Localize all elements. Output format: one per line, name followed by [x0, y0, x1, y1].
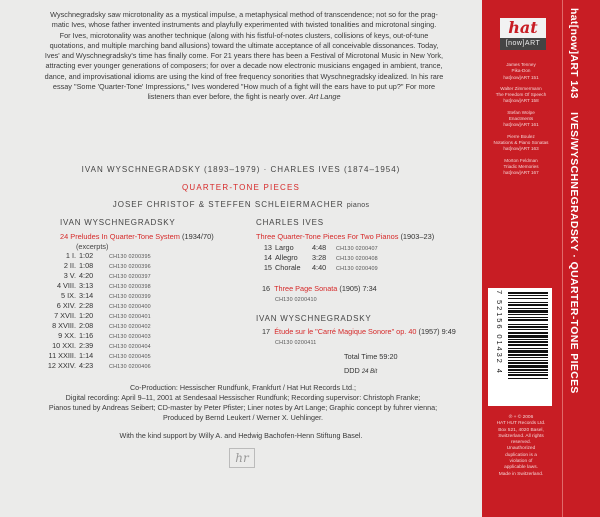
track-row — [39, 331, 151, 340]
essay-line: Wyschnegradsky saw microtonality as a mystical impulse, a metaphysical method of transcendence; not so for the prag- — [50, 10, 438, 19]
work-year: (1934/70) — [182, 232, 214, 241]
track-time: 9:49 — [441, 327, 456, 336]
total-label: Total Time — [344, 352, 378, 361]
barcode-bar — [508, 324, 548, 325]
composer-wyschnegradsky: IVAN WYSCHNEGRADSKY — [60, 218, 176, 227]
track-title: Étude sur le "Carré Magique Sonore" op. 40 — [274, 327, 417, 336]
track-row — [39, 301, 151, 310]
track-isrc: CH130 0200407 — [336, 246, 378, 252]
catalog-number: hat[now]ART 161 — [503, 122, 539, 128]
track-year: (1957) — [418, 327, 440, 336]
track-isrc-row — [275, 337, 316, 346]
total-time — [344, 352, 398, 361]
track-number: 15 — [263, 263, 272, 272]
barcode-bar — [508, 326, 548, 328]
track-row — [258, 243, 378, 252]
catalog-title: Triadic Memories — [503, 163, 539, 169]
track-row — [39, 311, 151, 320]
credit-line: Digital recording: April 9–11, 2001 at Sendesaal Hessischer Rundfunk; Recording supervisor: Christoph Franke; — [65, 393, 421, 402]
catalog-composer: Pierre Boulez — [507, 133, 535, 139]
legal-line: Switzerland. All rights reserved. — [498, 433, 544, 446]
track-title: Chorale — [275, 263, 301, 272]
track-time: 2:08 — [79, 321, 94, 330]
barcode-bar — [508, 329, 548, 330]
catalog-entry — [490, 158, 552, 177]
barcode-bar — [508, 372, 548, 373]
work-title: 24 Preludes In Quarter-Tone System — [60, 232, 180, 241]
essay-line: listeners than ever before, the fight is nearly over. — [147, 92, 307, 102]
barcode-bar — [508, 295, 548, 296]
track-number: 2 II. — [63, 261, 76, 270]
track-row-sonata — [262, 284, 377, 293]
track-isrc: CH130 0200399 — [109, 294, 151, 300]
legal-line: Unauthorized — [506, 446, 536, 452]
track-row-etude — [262, 327, 456, 336]
track-isrc: CH130 0200405 — [109, 354, 151, 360]
essay-line: Ives' and Wyschnegradsky's time has finally come. For 21 years there has been a Festival of Microtonal Music in New York, — [44, 51, 444, 61]
track-time: 4:23 — [79, 361, 94, 370]
catalog-title: Enactments — [508, 116, 534, 122]
barcode-bar — [508, 339, 548, 340]
barcode-number: 7 52156 01432 4 — [495, 290, 504, 375]
catalog-composer: Walter Zimmermann — [500, 85, 542, 91]
track-number: 5 IX. — [60, 291, 76, 300]
catalog-title: Pika-Don — [511, 68, 531, 74]
production-credits — [20, 383, 466, 423]
catalog-entry — [490, 134, 552, 153]
album-title: QUARTER-TONE PIECES — [181, 183, 301, 192]
track-time: 2:28 — [79, 301, 94, 310]
work-year: (1903–23) — [400, 232, 435, 241]
track-isrc: CH130 0200403 — [109, 334, 151, 340]
catalog-composer: Morton Feldman — [504, 157, 538, 163]
track-year: (1905) — [339, 284, 361, 293]
catalog-entry — [490, 110, 552, 129]
barcode-bar — [508, 292, 548, 294]
track-number: 10 XXI. — [52, 341, 76, 350]
spine-catalog-number: hat[now]ART 143 — [568, 8, 579, 99]
hatnowart-logo — [500, 18, 546, 50]
barcode-bar — [508, 335, 548, 338]
track-time: 4:48 — [312, 243, 327, 252]
credit-line: Produced by Bernd Leukert / Werner X. Uehlinger. — [162, 413, 324, 422]
track-isrc: CH130 0200411 — [275, 340, 317, 346]
catalog-entry — [490, 86, 552, 105]
legal-notice — [490, 415, 552, 478]
track-number: 8 XVIII. — [52, 321, 76, 330]
hr-logo: hr — [229, 448, 255, 468]
barcode-bar — [508, 354, 548, 356]
essay-line: dance, and improvisational idioms are using the kind of free frequency sonorities that Wyschnegradsky idealized. In his rare — [44, 71, 444, 81]
spine-fold-line — [562, 0, 563, 517]
track-time: 4:40 — [312, 263, 327, 272]
track-row — [39, 341, 151, 350]
track-time: 1:14 — [79, 351, 94, 360]
track-isrc: CH130 0200402 — [109, 324, 151, 330]
essay-line: quotations, and multiple marching band allusions) toward the ultimate acceptance of all conceivable dissonances. Today, — [49, 40, 439, 50]
track-isrc: CH130 0200408 — [336, 256, 378, 262]
track-title: Three Page Sonata — [274, 284, 338, 293]
total-value: 59:20 — [379, 352, 398, 361]
legal-line: applicable laws. — [504, 465, 538, 471]
essay-line: attracting ever younger generations of composers; for over a decade now electronic musicians engaged in ambient, trance, — [45, 61, 443, 71]
track-isrc: CH130 0200400 — [109, 304, 151, 310]
track-time: 3:28 — [312, 253, 327, 262]
barcode-bar — [508, 341, 548, 343]
track-isrc: CH130 0200397 — [109, 274, 151, 280]
barcode-bar — [508, 310, 548, 313]
catalog-number: hat[now]ART 151 — [503, 74, 539, 80]
track-number: 6 XIV. — [56, 301, 76, 310]
performers-role: pianos — [346, 202, 370, 209]
track-row — [39, 291, 151, 300]
barcode-bar — [508, 314, 548, 315]
legal-line: HAT HUT Records Ltd. — [496, 421, 546, 427]
composers-heading: IVAN WYSCHNEGRADSKY (1893–1979) · CHARLES IVES (1874–1954) — [81, 165, 401, 174]
track-row — [258, 263, 378, 272]
barcode-bar — [508, 302, 548, 303]
track-number: 11 XXIII. — [48, 351, 76, 360]
logo-hat: hat — [500, 18, 546, 38]
track-title: Allegro — [275, 253, 298, 262]
track-time: 1:16 — [79, 331, 94, 340]
track-number: 7 XVII. — [54, 311, 76, 320]
track-number: 4 VIII. — [56, 281, 76, 290]
barcode-bar — [508, 369, 548, 371]
barcode-bar — [508, 308, 548, 309]
composer-wyschnegradsky-2: IVAN WYSCHNEGRADSKY — [256, 314, 372, 323]
track-number: 3 V. — [63, 271, 76, 280]
spine-text — [568, 8, 579, 394]
catalog-number: hat[now]ART 163 — [503, 146, 539, 152]
catalog-title: Notations & Piano Sonatas — [493, 139, 549, 145]
catalog-number: hat[now]ART 167 — [503, 170, 539, 176]
track-number: 17 — [262, 327, 271, 336]
essay-line: essay "Some 'Quarter-Tone' Impressions," Ives wondered "How much of a fight will the ears have to put up?" For more — [52, 82, 436, 92]
track-row — [39, 351, 151, 360]
legal-line: Box 521, 4020 Basel, — [498, 427, 544, 433]
track-row — [39, 261, 151, 270]
catalog-composer: James Tenney — [506, 62, 536, 67]
barcode-bar — [508, 317, 548, 318]
track-time: 1:02 — [79, 251, 94, 260]
barcode-box — [488, 288, 552, 406]
tray-inlay-spine — [482, 0, 600, 517]
track-number: 1 I. — [65, 251, 76, 260]
barcode-bar — [508, 365, 548, 368]
essay-author: Art Lange — [308, 92, 341, 102]
credit-line: Co-Production: Hessischer Rundfunk, Frankfurt / Hat Hut Records Ltd.; — [129, 383, 357, 392]
track-number: 16 — [262, 284, 271, 293]
track-isrc: CH130 0200398 — [109, 284, 151, 290]
track-isrc: CH130 0200396 — [109, 264, 151, 270]
barcode-bar — [508, 360, 548, 361]
composer-ives: CHARLES IVES — [256, 218, 324, 227]
track-number: 12 XXIV. — [47, 361, 76, 370]
track-row — [39, 271, 151, 280]
essay-line: matic Ives, whose father invented instruments and playfully experimented with twisted tonalities and microtonal singing. — [51, 20, 437, 30]
spine-title: IVES/WYSCHNEGRADSKY · QUARTER-TONE PIECES — [568, 112, 579, 394]
track-row — [258, 253, 378, 262]
legal-line: violation of — [509, 459, 533, 465]
track-isrc: CH130 0200395 — [109, 254, 151, 260]
track-isrc: CH130 0200404 — [109, 344, 151, 350]
ddd-label: DDD — [344, 366, 360, 375]
bit-depth: 24 Bit — [361, 369, 378, 375]
track-time: 4:20 — [79, 271, 94, 280]
barcode-number-box — [494, 290, 504, 404]
track-row — [39, 281, 151, 290]
track-isrc: CH130 0200406 — [109, 364, 151, 370]
track-isrc: CH130 0200410 — [275, 297, 317, 303]
track-time: 1:08 — [79, 261, 94, 270]
track-number: 9 XX. — [58, 331, 76, 340]
barcode-bar — [508, 350, 548, 353]
track-isrc-row — [275, 294, 317, 303]
work-24-preludes — [60, 232, 214, 241]
barcode-bar — [508, 298, 548, 299]
catalog-title: The Freedom Of Speech — [495, 92, 547, 98]
performers-line — [0, 200, 482, 209]
excerpts-note: (excerpts) — [76, 242, 109, 251]
track-row — [39, 321, 151, 330]
track-time: 3:14 — [79, 291, 94, 300]
catalog-list — [490, 62, 552, 181]
essay-line: For Ives, microtonality was another technique (along with his fistful-of-notes clusters, collisions of keys, out-of-tune — [59, 30, 429, 40]
legal-line: ℗ + © 2006 — [508, 415, 534, 420]
essay-line-last — [20, 92, 468, 102]
track-isrc: CH130 0200409 — [336, 266, 378, 272]
ddd-badge — [344, 366, 377, 375]
legal-line: duplication is a — [505, 452, 537, 458]
logo-nowart: [now]ART — [500, 38, 546, 50]
track-time: 3:13 — [79, 281, 94, 290]
track-row — [39, 251, 151, 260]
barcode-bar — [508, 304, 548, 306]
legal-line: Made in Switzerland. — [498, 471, 544, 477]
barcode-bar — [508, 319, 548, 321]
catalog-composer: Stefan Wolpe — [507, 109, 535, 115]
track-time: 7:34 — [362, 284, 377, 293]
catalog-entry — [490, 62, 552, 81]
credit-line: Pianos tuned by Andreas Seibert; CD-master by Peter Pfister; Liner notes by Art Lange; Graphic concept by fuhrer vienna; — [48, 403, 438, 412]
catalog-number: hat[now]ART 158 — [503, 98, 539, 104]
barcode-bar — [508, 348, 548, 349]
track-row — [39, 361, 151, 370]
track-number: 13 — [263, 243, 272, 252]
barcode-bar — [508, 357, 548, 358]
barcode-bar — [508, 374, 548, 376]
barcode-bar — [508, 362, 548, 364]
barcode-bar — [508, 378, 548, 379]
barcode-bar — [508, 344, 548, 346]
track-isrc: CH130 0200401 — [109, 314, 151, 320]
barcode-bar — [508, 332, 548, 334]
work-title: Three Quarter-Tone Pieces For Two Pianos — [256, 232, 399, 241]
liner-essay — [20, 10, 468, 103]
track-time: 1:20 — [79, 311, 94, 320]
work-three-quarter-tone-pieces — [256, 232, 434, 241]
performers-names: JOSEF CHRISTOF & STEFFEN SCHLEIERMACHER — [112, 200, 344, 209]
track-title: Largo — [275, 243, 294, 252]
track-number: 14 — [263, 253, 272, 262]
track-time: 2:39 — [79, 341, 94, 350]
support-line: With the kind support by Willy A. and Hedwig Bachofen-Henn Stiftung Basel. — [119, 431, 363, 440]
